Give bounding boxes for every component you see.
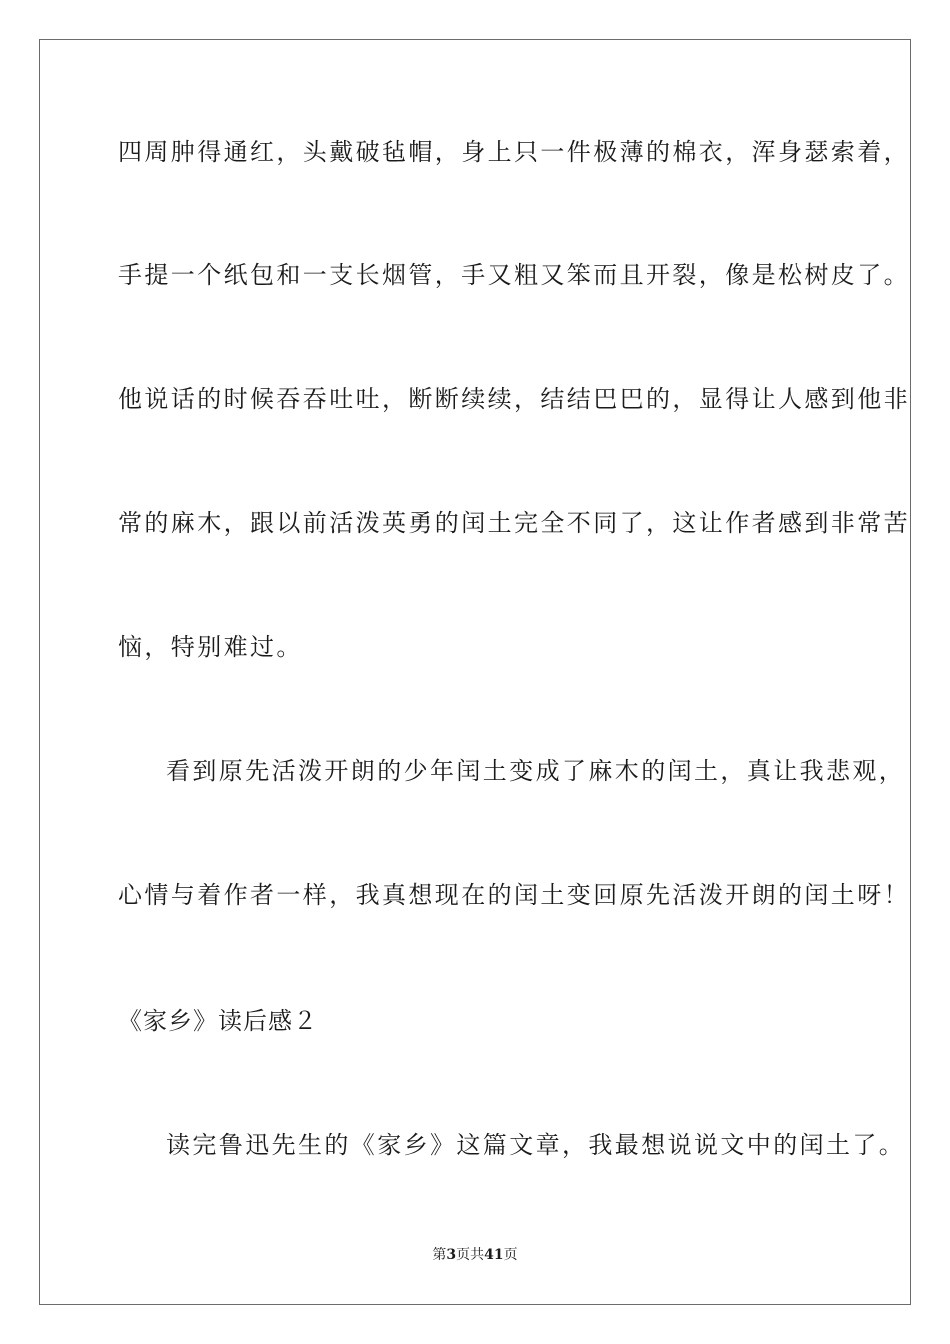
- footer-page-number: 3: [446, 1247, 457, 1263]
- page-footer: [0, 1246, 950, 1264]
- paragraph-start-line-2: 读完鲁迅先生的《家乡》这篇文章，我最想说说文中的闰土了。: [166, 1131, 906, 1159]
- text-line-4: 常的麻木，跟以前活泼英勇的闰土完全不同了，这让作者感到非常苦: [118, 509, 910, 537]
- text-line-1: 四周肿得通红，头戴破毡帽，身上只一件极薄的棉衣，浑身瑟索着，: [118, 138, 910, 166]
- text-line-3: 他说话的时候吞吞吐吐，断断续续，结结巴巴的，显得让人感到他非: [118, 385, 910, 413]
- text-line-5: 恼，特别难过。: [118, 633, 303, 661]
- footer-total-prefix: 共: [470, 1247, 485, 1263]
- text-line-2: 手提一个纸包和一支长烟管，手又粗又笨而且开裂，像是松树皮了。: [118, 261, 910, 289]
- footer-prefix: 第: [432, 1247, 447, 1263]
- page-frame: [39, 39, 911, 1305]
- footer-total-pages: 41: [484, 1247, 504, 1263]
- text-line-7: 心情与着作者一样，我真想现在的闰土变回原先活泼开朗的闰土呀！: [118, 881, 910, 909]
- footer-page-suffix: 页: [456, 1247, 471, 1263]
- footer-total-suffix: 页: [503, 1247, 518, 1263]
- paragraph-start-line: 看到原先活泼开朗的少年闰土变成了麻木的闰土，真让我悲观，: [166, 757, 906, 785]
- section-heading: 《家乡》读后感２: [118, 1007, 318, 1035]
